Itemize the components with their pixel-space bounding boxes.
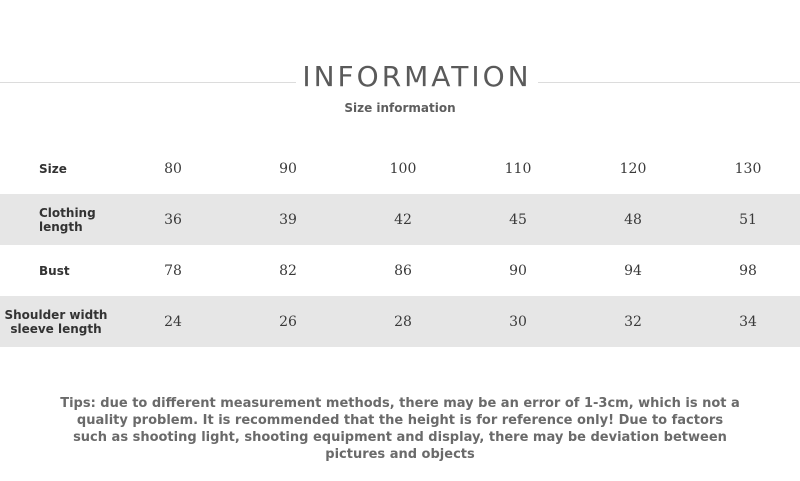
divider-left	[0, 82, 296, 83]
divider-right	[538, 82, 800, 83]
table-cell: 80	[164, 160, 182, 177]
header	[0, 58, 800, 104]
row-label-line: Shoulder width	[4, 307, 108, 322]
table-cell: 130	[734, 160, 762, 177]
table-cell: 28	[394, 313, 412, 330]
table-cell: 82	[279, 262, 297, 279]
table-cell: 86	[394, 262, 412, 279]
row-label-line: length	[39, 219, 83, 234]
row-label	[0, 143, 112, 194]
table-cell: 100	[389, 160, 417, 177]
table-cell: 51	[739, 211, 757, 228]
row-label-line: Size	[39, 161, 67, 176]
page-subtitle: Size information	[344, 101, 456, 115]
table-cell: 98	[739, 262, 757, 279]
table-cell: 26	[279, 313, 297, 330]
row-label-line: Bust	[39, 263, 70, 278]
table-row-bust	[0, 245, 800, 296]
table-cell: 78	[164, 262, 182, 279]
row-label-line: sleeve length	[10, 321, 102, 336]
table-cell: 34	[739, 313, 757, 330]
row-label	[0, 194, 112, 245]
table-cell: 24	[164, 313, 182, 330]
size-table	[0, 143, 800, 347]
tips-note: Tips: due to different measurement methods, there may be an error of 1-3cm, which is not a quality problem. It is recommended that the height is for reference only! Due to factors such as shooting light, shooting equipment and display, there may be deviation between pictures and objects	[60, 396, 740, 462]
table-cell: 42	[394, 211, 412, 228]
table-row-clothing-length	[0, 194, 800, 245]
table-cell: 48	[624, 211, 642, 228]
table-row-size	[0, 143, 800, 194]
table-cell: 90	[279, 160, 297, 177]
page-title: INFORMATION	[302, 60, 532, 93]
table-cell: 39	[279, 211, 297, 228]
table-cell: 45	[509, 211, 527, 228]
table-cell: 110	[504, 160, 532, 177]
table-cell: 90	[509, 262, 527, 279]
table-cell: 120	[619, 160, 647, 177]
table-cell: 32	[624, 313, 642, 330]
table-cell: 36	[164, 211, 182, 228]
row-label-line: Clothing	[39, 205, 96, 220]
table-row-shoulder-sleeve	[0, 296, 800, 347]
row-label	[0, 296, 112, 347]
table-cell: 30	[509, 313, 527, 330]
row-label	[0, 245, 112, 296]
table-cell: 94	[624, 262, 642, 279]
